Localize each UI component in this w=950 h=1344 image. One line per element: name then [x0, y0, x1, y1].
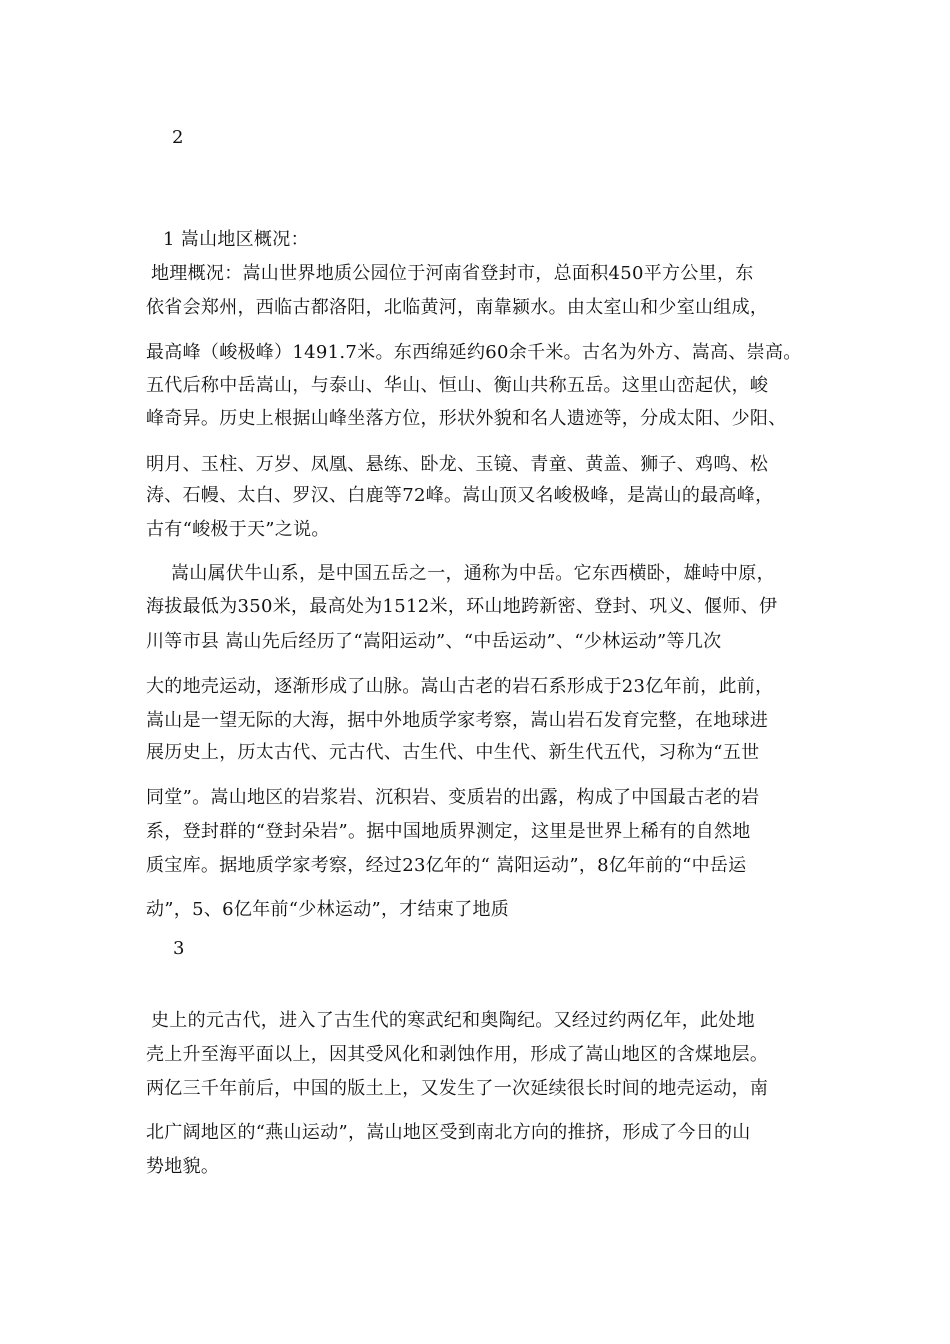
section-heading: 1 嵩山地区概况：: [163, 229, 309, 250]
paragraph-line: 涛、石幔、太白、罗汉、白鹿等72峰。嵩山顶又名峻极峰，是嵩山的最高峰，: [146, 485, 774, 506]
paragraph-line: 依省会郑州，西临古都洛阳，北临黄河，南靠颍水。由太室山和少室山组成，: [146, 297, 769, 318]
paragraph-line: 质宝库。据地质学家考察，经过23亿年的“ 嵩阳运动”，8亿年前的“中岳运: [146, 855, 747, 876]
paragraph-line: 明月、玉柱、万岁、凤凰、悬练、卧龙、玉镜、青童、黄盖、狮子、鸡鸣、松: [146, 454, 769, 475]
paragraph-line: 动”，5、6亿年前“少林运动”，才结束了地质: [146, 899, 510, 920]
paragraph-line: 展历史上，历太古代、元古代、古生代、中生代、新生代五代，习称为“五世: [146, 742, 760, 763]
paragraph-line: 史上的元古代，进入了古生代的寒武纪和奥陶纪。又经过约两亿年，此处地: [151, 1010, 755, 1031]
page-number-top: 2: [172, 127, 184, 148]
paragraph-line: 最高峰（峻极峰）1491.7米。东西绵延约60余千米。古名为外方、嵩高、崇高。: [146, 342, 802, 363]
page-number-mid: 3: [173, 938, 185, 959]
paragraph-line: 地理概况：嵩山世界地质公园位于河南省登封市，总面积450平方公里，东: [151, 263, 754, 284]
paragraph-line: 势地貌。: [146, 1156, 220, 1177]
paragraph-line: 系，登封群的“登封朵岩”。据中国地质界测定，这里是世界上稀有的自然地: [146, 821, 751, 842]
paragraph-line: 川等市县 嵩山先后经历了“嵩阳运动”、“中岳运动”、“少林运动”等几次: [146, 631, 722, 652]
paragraph-line: 嵩山是一望无际的大海，据中外地质学家考察，嵩山岩石发育完整，在地球进: [146, 710, 769, 731]
paragraph-line: 海拔最低为350米，最高处为1512米，环山地跨新密、登封、巩义、偃师、伊: [146, 596, 778, 617]
paragraph-line: 古有“峻极于天”之说。: [146, 519, 330, 540]
paragraph-line: 大的地壳运动，逐渐形成了山脉。嵩山古老的岩石系形成于23亿年前，此前，: [146, 676, 774, 697]
paragraph-line: 壳上升至海平面以上，因其受风化和剥蚀作用，形成了嵩山地区的含煤地层。: [146, 1044, 769, 1065]
paragraph-line: 五代后称中岳嵩山，与泰山、华山、恒山、衡山共称五岳。这里山峦起伏，峻: [146, 375, 769, 396]
paragraph-line: 同堂”。嵩山地区的岩浆岩、沉积岩、变质岩的出露，构成了中国最古老的岩: [146, 787, 760, 808]
paragraph-line: 两亿三千年前后，中国的版土上，又发生了一次延续很长时间的地壳运动，南: [146, 1078, 769, 1099]
paragraph-line: 峰奇异。历史上根据山峰坐落方位，形状外貌和名人遗迹等，分成太阳、少阳、: [146, 408, 787, 429]
paragraph-line: 北广阔地区的“燕山运动”，嵩山地区受到南北方向的推挤，形成了今日的山: [146, 1122, 751, 1143]
paragraph-line: 嵩山属伏牛山系，是中国五岳之一，通称为中岳。它东西横卧，雄峙中原，: [171, 563, 775, 584]
